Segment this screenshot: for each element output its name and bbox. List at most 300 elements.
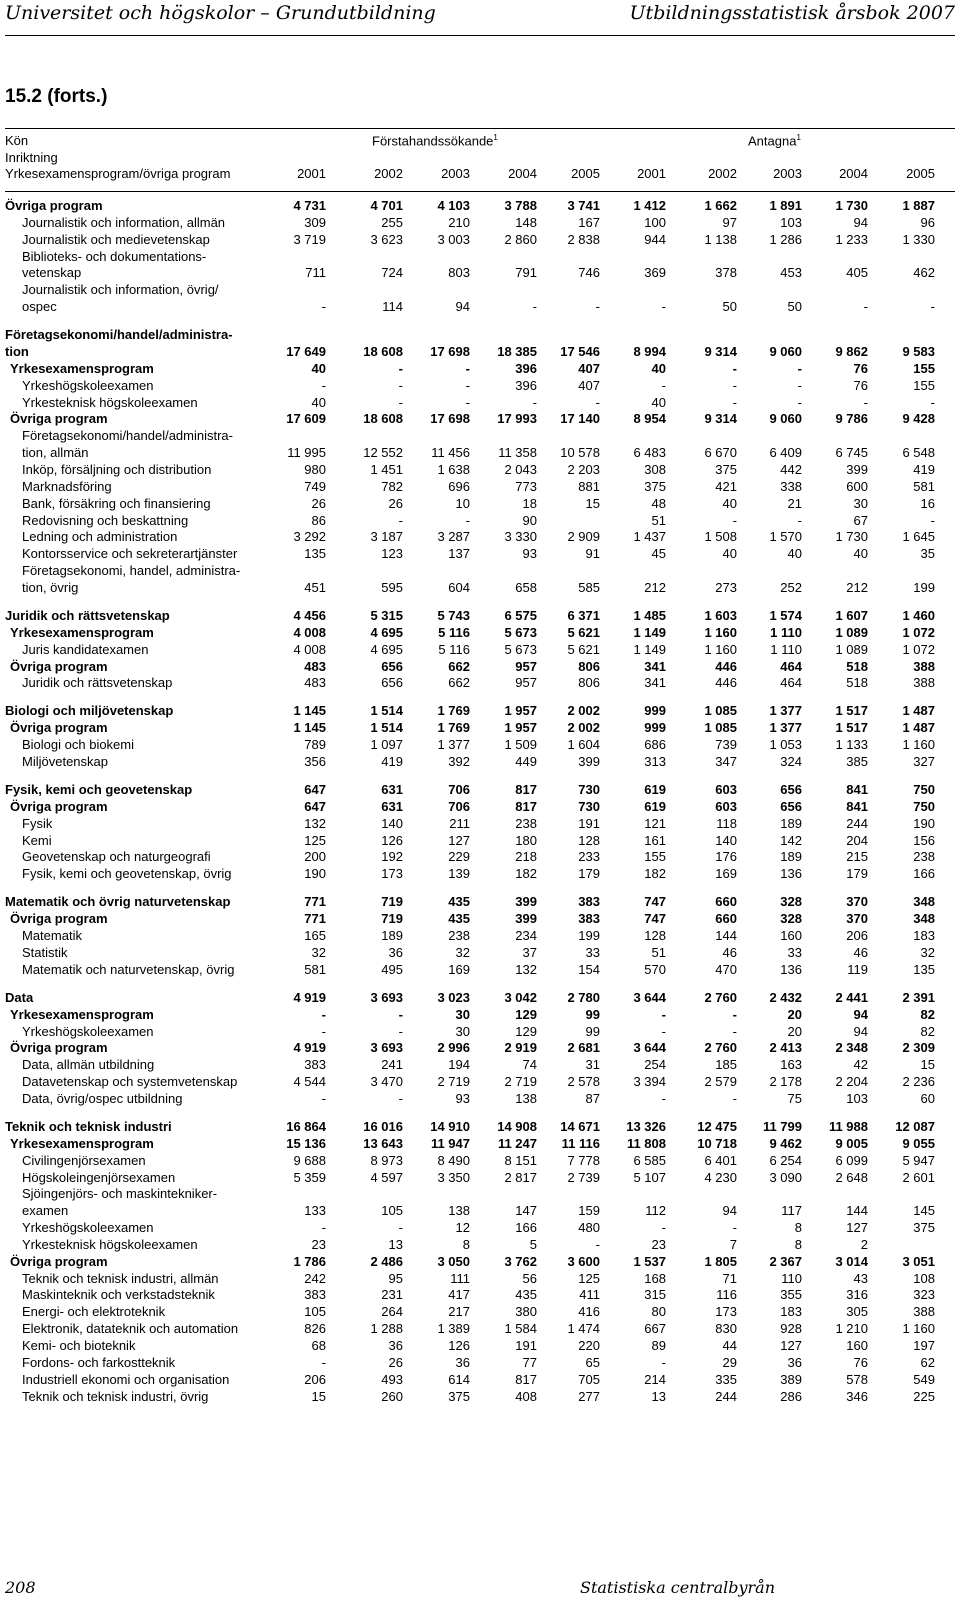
table-cell: 388 — [913, 658, 935, 674]
table-cell: - — [732, 512, 737, 528]
table-cell: 1 412 — [633, 198, 666, 213]
table-cell: 747 — [644, 894, 666, 910]
table-cell: 111 — [450, 1270, 470, 1286]
table-cell: 14 908 — [497, 1118, 537, 1134]
table-row — [0, 753, 960, 770]
table-cell: 234 — [515, 928, 537, 943]
table-cell: 65 — [585, 1354, 600, 1370]
table-cell: 156 — [913, 832, 935, 848]
table-row — [0, 1236, 960, 1253]
table-cell: 1 160 — [902, 737, 935, 753]
table-cell: 32 — [311, 944, 326, 960]
table-cell: 11 358 — [498, 445, 537, 461]
table-cell: 1 097 — [370, 737, 403, 753]
table-cell: 8 — [462, 1236, 470, 1252]
table-cell: 3 470 — [370, 1074, 403, 1089]
table-cell: 99 — [585, 1006, 600, 1022]
table-row — [0, 702, 960, 719]
table-cell: 604 — [448, 579, 470, 595]
table-cell: 23 — [311, 1236, 326, 1252]
table-cell: 6 585 — [633, 1152, 666, 1168]
table-cell: 6 409 — [769, 445, 802, 461]
table-cell: 5 673 — [504, 624, 537, 640]
table-cell: 2 — [860, 1236, 868, 1252]
row-label: Biblioteks- och dokumentations- — [22, 248, 207, 264]
table-cell: 4 695 — [370, 641, 403, 657]
table-cell: 614 — [448, 1371, 470, 1387]
table-cell: - — [930, 299, 935, 315]
table-cell: 144 — [715, 928, 737, 943]
table-cell: 662 — [448, 675, 470, 691]
table-cell: - — [321, 1220, 326, 1235]
table-cell: 161 — [644, 832, 666, 848]
table-cell: - — [532, 299, 537, 315]
table-cell: 2 648 — [835, 1169, 868, 1185]
table-cell: 36 — [787, 1354, 802, 1370]
table-cell: 750 — [913, 782, 935, 797]
table-cell: - — [595, 1236, 600, 1252]
table-cell: 1 730 — [835, 529, 868, 545]
table-cell: 9 314 — [704, 411, 737, 427]
table-cell: - — [930, 512, 935, 528]
row-label: Matematik och övrig naturvetenskap — [5, 894, 231, 910]
table-cell: 36 — [388, 944, 403, 960]
table-cell: 396 — [515, 377, 537, 393]
table-cell: 347 — [715, 754, 737, 769]
table-cell: 197 — [913, 1338, 935, 1353]
table-cell: 91 — [585, 546, 600, 562]
year-header: 2005 — [571, 166, 600, 181]
table-row — [0, 1135, 960, 1152]
group-head-admitted-note: 1 — [796, 133, 801, 142]
table-cell: 2 367 — [769, 1253, 802, 1269]
table-cell: 6 254 — [769, 1152, 802, 1168]
table-cell: 6 745 — [835, 445, 868, 461]
table-cell: 125 — [304, 832, 326, 848]
table-cell: 2 739 — [567, 1169, 600, 1185]
table-cell: 3 741 — [567, 198, 600, 213]
table-cell: 12 552 — [363, 445, 403, 461]
table-cell: 656 — [381, 675, 403, 691]
table-cell: 1 110 — [770, 624, 802, 640]
table-cell: 18 385 — [497, 344, 537, 359]
table-cell: 1 537 — [633, 1253, 666, 1269]
table-cell: 1 957 — [504, 703, 537, 719]
table-row — [0, 1169, 960, 1186]
table-cell: 105 — [304, 1304, 326, 1320]
table-cell: 451 — [304, 579, 326, 595]
table-cell: 71 — [722, 1270, 737, 1286]
table-cell: 4 230 — [704, 1169, 737, 1185]
table-cell: - — [398, 377, 403, 393]
table-cell: 2 760 — [704, 989, 737, 1005]
table-row — [0, 736, 960, 753]
table-cell: 46 — [722, 944, 737, 960]
table-cell: 1 377 — [769, 703, 802, 719]
row-label: Sjöingenjörs- och maskintekniker- — [22, 1186, 218, 1202]
table-cell: 711 — [305, 265, 326, 281]
row-label: Övriga program — [10, 1040, 108, 1056]
table-cell: 126 — [448, 1338, 470, 1353]
table-cell: 68 — [311, 1338, 326, 1353]
table-cell: 191 — [515, 1338, 537, 1353]
table-row — [0, 410, 960, 427]
table-cell: 206 — [846, 928, 868, 943]
table-cell: - — [398, 1023, 403, 1039]
group-head-admitted — [748, 133, 801, 148]
table-cell: 159 — [578, 1203, 600, 1219]
table-cell: 328 — [780, 911, 802, 927]
table-cell: 749 — [304, 478, 326, 494]
table-cell: 129 — [515, 1006, 537, 1022]
table-cell: 464 — [780, 675, 802, 691]
table-cell: 189 — [780, 849, 802, 865]
table-cell: 3 003 — [437, 231, 470, 247]
table-cell: 173 — [381, 866, 403, 882]
row-label: Geovetenskap och naturgeografi — [22, 849, 211, 865]
year-header: 2003 — [773, 166, 802, 181]
table-cell: 1 645 — [902, 529, 935, 545]
table-row — [0, 377, 960, 394]
table-cell: 11 995 — [287, 445, 326, 461]
table-cell: 308 — [644, 461, 666, 477]
table-cell: 16 — [920, 495, 935, 511]
table-cell: 254 — [644, 1057, 666, 1073]
table-cell: 2 178 — [769, 1074, 802, 1089]
table-cell: 199 — [578, 928, 600, 943]
table-cell: 183 — [780, 1304, 802, 1320]
table-cell: 217 — [448, 1304, 470, 1320]
table-cell: 881 — [578, 478, 600, 494]
table-cell: 180 — [515, 832, 537, 848]
table-cell: 1 089 — [835, 624, 868, 640]
table-cell: 5 — [529, 1236, 537, 1252]
table-cell: 18 608 — [363, 411, 403, 427]
table-cell: 1 160 — [704, 624, 737, 640]
row-label: Inköp, försäljning och distribution — [22, 461, 212, 477]
table-cell: 87 — [585, 1090, 600, 1106]
table-cell: 658 — [515, 579, 537, 595]
row-label: Kemi- och bioteknik — [22, 1338, 136, 1353]
table-cell: 135 — [913, 961, 935, 977]
group-head-applicants — [372, 133, 498, 148]
table-cell: 37 — [522, 944, 537, 960]
table-cell: 399 — [515, 894, 537, 910]
table-cell: 94 — [853, 1023, 868, 1039]
table-cell: - — [398, 1006, 403, 1022]
table-cell: 719 — [381, 911, 403, 927]
table-cell: 5 621 — [567, 641, 600, 657]
table-cell: 155 — [913, 360, 935, 376]
table-cell: - — [661, 1090, 666, 1106]
table-cell: 40 — [651, 360, 666, 376]
row-label: Miljövetenskap — [22, 754, 108, 769]
table-cell: 1 584 — [504, 1321, 537, 1337]
table-cell: 244 — [715, 1388, 737, 1404]
table-cell: 3 394 — [633, 1074, 666, 1089]
table-cell: 142 — [780, 832, 802, 848]
table-row — [0, 1320, 960, 1337]
stub-head-line3: Yrkesexamensprogram/övriga program — [5, 166, 231, 181]
table-cell: 10 — [455, 495, 470, 511]
table-cell: 789 — [304, 737, 326, 753]
table-cell: 133 — [304, 1203, 326, 1219]
table-cell: 578 — [846, 1371, 868, 1387]
table-row — [0, 1202, 960, 1219]
table-cell: 18 — [522, 495, 537, 511]
table-cell: 119 — [847, 961, 868, 977]
table-cell: 841 — [846, 798, 868, 814]
table-cell: 33 — [787, 944, 802, 960]
table-cell: 17 698 — [430, 344, 470, 359]
table-cell: 1 574 — [769, 608, 802, 623]
table-row — [0, 658, 960, 675]
table-cell: 190 — [913, 815, 935, 831]
table-cell: 1 160 — [704, 641, 737, 657]
table-cell: 408 — [515, 1388, 537, 1404]
table-cell: 355 — [780, 1287, 802, 1303]
table-cell: 210 — [448, 214, 470, 230]
table-cell: 20 — [787, 1023, 802, 1039]
table-cell: 110 — [781, 1270, 802, 1286]
row-label: examen — [22, 1203, 69, 1219]
table-cell: 399 — [515, 911, 537, 927]
table-cell: 378 — [715, 265, 737, 281]
table-cell: 189 — [780, 815, 802, 831]
table-cell: 2 817 — [504, 1169, 537, 1185]
table-cell: 957 — [515, 658, 537, 674]
row-label: Elektronik, datateknik och automation — [22, 1321, 239, 1337]
table-cell: 4 919 — [293, 989, 326, 1005]
table-cell: 1 089 — [835, 641, 868, 657]
row-label: Yrkesexamensprogram — [10, 624, 154, 640]
table-cell: 3 693 — [370, 1040, 403, 1056]
table-cell: 407 — [578, 377, 600, 393]
table-cell: 139 — [448, 866, 470, 882]
table-cell: - — [863, 394, 868, 410]
table-cell: 1 508 — [704, 529, 737, 545]
table-cell: 841 — [846, 782, 868, 797]
table-cell: - — [732, 394, 737, 410]
table-cell: 40 — [651, 394, 666, 410]
year-header: 2001 — [637, 166, 666, 181]
table-row — [0, 1090, 960, 1107]
row-label: Övriga program — [10, 658, 108, 674]
table-cell: 3 187 — [370, 529, 403, 545]
table-cell: 446 — [715, 658, 737, 674]
row-label: Data, övrig/ospec utbildning — [22, 1090, 183, 1106]
table-cell: 163 — [780, 1057, 802, 1073]
table-cell: 46 — [853, 944, 868, 960]
table-cell: 255 — [381, 214, 403, 230]
table-cell: 147 — [515, 1203, 537, 1219]
table-cell: 229 — [448, 849, 470, 865]
table-cell: 399 — [578, 754, 600, 769]
table-cell: 6 401 — [704, 1152, 737, 1168]
table-cell: 225 — [913, 1388, 935, 1404]
table-cell: 155 — [913, 377, 935, 393]
table-cell: 60 — [920, 1090, 935, 1106]
table-cell: 138 — [515, 1090, 537, 1106]
table-cell: 518 — [846, 675, 868, 691]
table-cell: - — [661, 1220, 666, 1235]
table-cell: 656 — [780, 782, 802, 797]
table-cell: 89 — [651, 1338, 666, 1353]
table-row — [0, 719, 960, 736]
table-cell: - — [321, 1006, 326, 1022]
table-cell: 2 413 — [769, 1040, 802, 1056]
table-cell: - — [321, 1354, 326, 1370]
table-cell: 40 — [787, 546, 802, 562]
table-cell: 3 600 — [567, 1253, 600, 1269]
table-cell: 392 — [448, 754, 470, 769]
table-cell: 316 — [846, 1287, 868, 1303]
table-cell: 76 — [853, 1354, 868, 1370]
table-cell: 389 — [780, 1371, 802, 1387]
table-cell: 5 359 — [293, 1169, 326, 1185]
table-row-label-continuation — [0, 1185, 960, 1202]
table-cell: 244 — [846, 815, 868, 831]
table-cell: 36 — [455, 1354, 470, 1370]
table-cell: 200 — [304, 849, 326, 865]
table-cell: - — [398, 360, 403, 376]
table-cell: 96 — [920, 214, 935, 230]
table-cell: 42 — [853, 1057, 868, 1073]
table-cell: 45 — [651, 546, 666, 562]
table-cell: - — [321, 1090, 326, 1106]
table-row — [0, 944, 960, 961]
table-cell: 2 204 — [835, 1074, 868, 1089]
row-label: Bank, försäkring och finansiering — [22, 495, 211, 511]
table-row — [0, 1270, 960, 1287]
table-cell: 375 — [644, 478, 666, 494]
table-cell: 5 743 — [437, 608, 470, 623]
table-cell: 1 805 — [704, 1253, 737, 1269]
table-cell: 782 — [381, 478, 403, 494]
table-cell: 192 — [381, 849, 403, 865]
row-label: Matematik och naturvetenskap, övrig — [22, 961, 235, 977]
table-cell: 1 514 — [370, 703, 403, 719]
table-cell: 2 719 — [437, 1074, 470, 1089]
table-cell: 328 — [780, 894, 802, 910]
table-cell: 241 — [381, 1057, 403, 1073]
row-label: Juris kandidatexamen — [22, 641, 149, 657]
table-cell: 771 — [304, 911, 326, 927]
row-label: Teknik och teknisk industri, allmän — [22, 1270, 219, 1286]
table-cell: 12 087 — [895, 1118, 935, 1134]
table-cell: 103 — [846, 1090, 868, 1106]
table-cell: 1 474 — [567, 1321, 600, 1337]
table-cell: - — [732, 1090, 737, 1106]
table-cell: 43 — [853, 1270, 868, 1286]
table-cell: 12 — [455, 1220, 470, 1235]
table-cell: 435 — [515, 1287, 537, 1303]
table-cell: 1 769 — [437, 703, 470, 719]
row-label: tion — [5, 344, 29, 359]
table-cell: 286 — [780, 1388, 802, 1404]
table-cell: 396 — [515, 360, 537, 376]
table-cell: 706 — [448, 782, 470, 797]
row-label: Datavetenskap och systemvetenskap — [22, 1074, 238, 1089]
table-cell: 21 — [787, 495, 802, 511]
table-cell: 13 — [651, 1388, 666, 1404]
table-cell: 1 377 — [769, 720, 802, 736]
table-cell: 803 — [448, 265, 470, 281]
table-row — [0, 1388, 960, 1405]
row-label: Yrkeshögskoleexamen — [22, 1220, 154, 1235]
table-cell: - — [661, 299, 666, 315]
row-label: Matematik — [22, 928, 82, 943]
table-cell: - — [661, 1006, 666, 1022]
table-cell: 1 517 — [835, 703, 868, 719]
table-cell: 3 623 — [370, 231, 403, 247]
table-cell: 348 — [913, 911, 935, 927]
table-cell: 51 — [651, 944, 666, 960]
table-cell: 118 — [716, 815, 737, 831]
table-cell: 417 — [448, 1287, 470, 1303]
row-label: Industriell ekonomi och organisation — [22, 1371, 230, 1387]
table-cell: 603 — [715, 782, 737, 797]
table-cell: 346 — [846, 1388, 868, 1404]
table-cell: 14 671 — [560, 1118, 600, 1134]
table-cell: - — [532, 394, 537, 410]
table-cell: 9 786 — [835, 411, 868, 427]
table-cell: 252 — [780, 579, 802, 595]
row-label: Journalistik och medievetenskap — [22, 231, 210, 247]
table-cell: 370 — [846, 894, 868, 910]
table-cell: 1 514 — [370, 720, 403, 736]
table-cell: 324 — [780, 754, 802, 769]
publisher-name: Statistiska centralbyrån — [579, 1578, 775, 1597]
table-cell: 957 — [515, 675, 537, 691]
table-cell: 126 — [381, 832, 403, 848]
table-cell: 211 — [449, 815, 470, 831]
table-cell: 4 544 — [293, 1074, 326, 1089]
row-label: Fordons- och farkostteknik — [22, 1354, 176, 1370]
row-label: Yrkesexamensprogram — [10, 1135, 154, 1151]
table-cell: 421 — [715, 478, 737, 494]
table-cell: 6 548 — [902, 445, 935, 461]
table-row — [0, 1286, 960, 1303]
table-cell: 212 — [846, 579, 868, 595]
table-cell: 3 719 — [293, 231, 326, 247]
table-cell: 75 — [787, 1090, 802, 1106]
table-cell: 1 891 — [769, 198, 802, 213]
table-cell: 419 — [913, 461, 935, 477]
table-cell: - — [465, 377, 470, 393]
table-cell: 199 — [913, 579, 935, 595]
column-head-rule — [5, 191, 955, 192]
table-row — [0, 478, 960, 495]
table-cell: 369 — [644, 265, 666, 281]
table-row — [0, 641, 960, 658]
table-cell: 15 — [585, 495, 600, 511]
table-cell: 17 698 — [430, 411, 470, 427]
table-cell: - — [797, 512, 802, 528]
table-cell: 1 210 — [835, 1321, 868, 1337]
table-cell: 570 — [644, 961, 666, 977]
table-cell: - — [732, 1023, 737, 1039]
table-row — [0, 1253, 960, 1270]
table-cell: 6 099 — [835, 1152, 868, 1168]
table-cell: 3 090 — [769, 1169, 802, 1185]
table-cell: 518 — [846, 658, 868, 674]
table-cell: 3 350 — [437, 1169, 470, 1185]
table-cell: 771 — [304, 894, 326, 910]
table-cell: 667 — [644, 1321, 666, 1337]
table-cell: 826 — [304, 1321, 326, 1337]
row-label: Övriga program — [5, 198, 103, 213]
